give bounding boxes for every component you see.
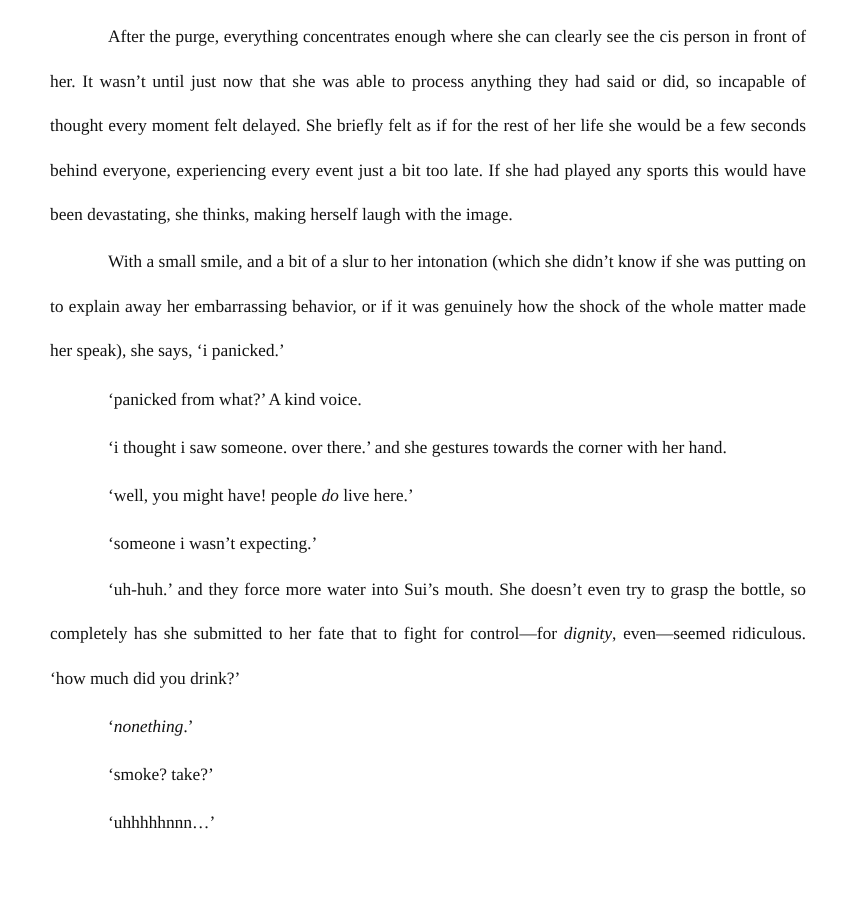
text-segment: ‘well, you might have! people [108, 484, 322, 505]
dialogue-people-do-live-here [50, 471, 806, 519]
text-segment: , even—seemed ridiculous. ‘how much did you drink?’ [50, 623, 807, 688]
dialogue-panicked-from-what: ‘panicked from what?’ A kind voice. [108, 388, 362, 409]
dialogue-uhhhh: ‘uhhhhhnnn…’ [108, 811, 216, 832]
paragraph-purge: After the purge, everything concentrates enough where she can clearly see the cis person in front of her. It wasn’t until just now that she was able to process anything they had said or did, so incapable of thought every moment felt delayed. She briefly felt as if for the rest of her life she would be a few seconds behind everyone, experiencing every event just a bit too late. If she had played any sports this would have been devastating, she thinks, making herself laugh with the image. [50, 26, 806, 225]
dialogue-smoke-take: ‘smoke? take?’ [108, 763, 214, 784]
document-page [50, 14, 806, 846]
emphasis-do: do [321, 484, 339, 505]
text-segment: .’ [183, 715, 194, 736]
emphasis-dignity: dignity [563, 623, 613, 644]
dialogue-saw-someone: ‘i thought i saw someone. over there.’ and she gestures towards the corner with her hand. [108, 436, 727, 457]
emphasis-nonething: nonething [113, 715, 184, 736]
text-segment: ‘ [108, 715, 114, 736]
text-segment: ‘uh-huh.’ and they force more water into Sui’s mouth. She doesn’t even try to grasp the bottle, so completely has she submitted to her fate that to fight for control—for [50, 578, 806, 644]
paragraph-uh-huh [50, 567, 806, 701]
dialogue-nonething [50, 702, 806, 750]
dialogue-wasnt-expecting: ‘someone i wasn’t expecting.’ [108, 532, 318, 553]
text-segment: live here.’ [338, 484, 414, 505]
paragraph-small-smile: With a small smile, and a bit of a slur to her intonation (which she didn’t know if she was putting on to explain away her embarrassing behavior, or if it was genuinely how the shock of the whole matter made her speak), she says, ‘i panicked.’ [50, 250, 806, 361]
